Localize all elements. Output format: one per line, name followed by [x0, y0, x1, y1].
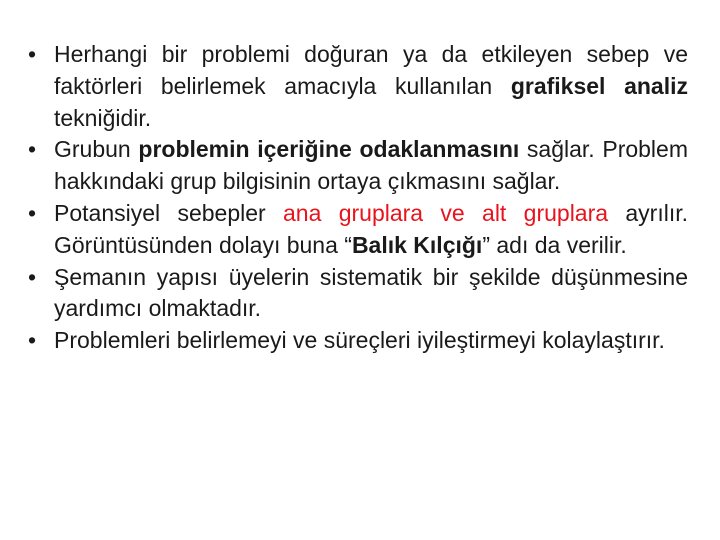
- bullet-text: Problemleri belirlemeyi ve süreçleri iyileştirmeyi kolaylaştırır.: [54, 327, 665, 354]
- bullet-item: [28, 39, 688, 134]
- bullet-dot: •: [28, 199, 37, 226]
- bullet-item: [28, 325, 688, 357]
- bullet-text-bold: grafiksel analiz: [510, 72, 688, 99]
- bullet-text: Şemanın yapısı üyelerin sistematik bir şekilde düşünmesine yardımcı olmaktadır.: [54, 263, 688, 322]
- bullet-text: Herhangi bir problemi doğuran ya da etkileyen sebep ve faktörleri belirlemek amacıyla kullanılan: [54, 41, 688, 99]
- bullet-item: [28, 198, 688, 262]
- bullet-text-bold: Balık Kılçığı: [351, 231, 483, 258]
- bullet-text: sağlar. Problem hakkındaki grup bilgisinin ortaya çıkmasını sağlar.: [54, 136, 688, 195]
- bullet-text-bold: problemin içeriğine odaklanmasını: [138, 136, 520, 163]
- bullet-dot: •: [28, 136, 37, 163]
- bullet-text-highlight: ana gruplara ve alt gruplara: [283, 199, 609, 226]
- bullet-dot: •: [28, 327, 37, 354]
- bullet-text: Grubun: [54, 136, 139, 163]
- bullet-text: Potansiyel sebepler: [54, 199, 283, 226]
- bullet-item: [28, 134, 688, 198]
- bullet-dot: •: [28, 263, 37, 290]
- bullet-list: [28, 39, 688, 357]
- bullet-dot: •: [28, 41, 37, 67]
- bullet-item: [28, 262, 688, 326]
- bullet-text: ” adı da verilir.: [482, 231, 627, 258]
- bullet-text: ayrılır. Görüntüsünden dolayı buna “: [54, 199, 688, 258]
- bullet-text: tekniğidir.: [54, 104, 152, 131]
